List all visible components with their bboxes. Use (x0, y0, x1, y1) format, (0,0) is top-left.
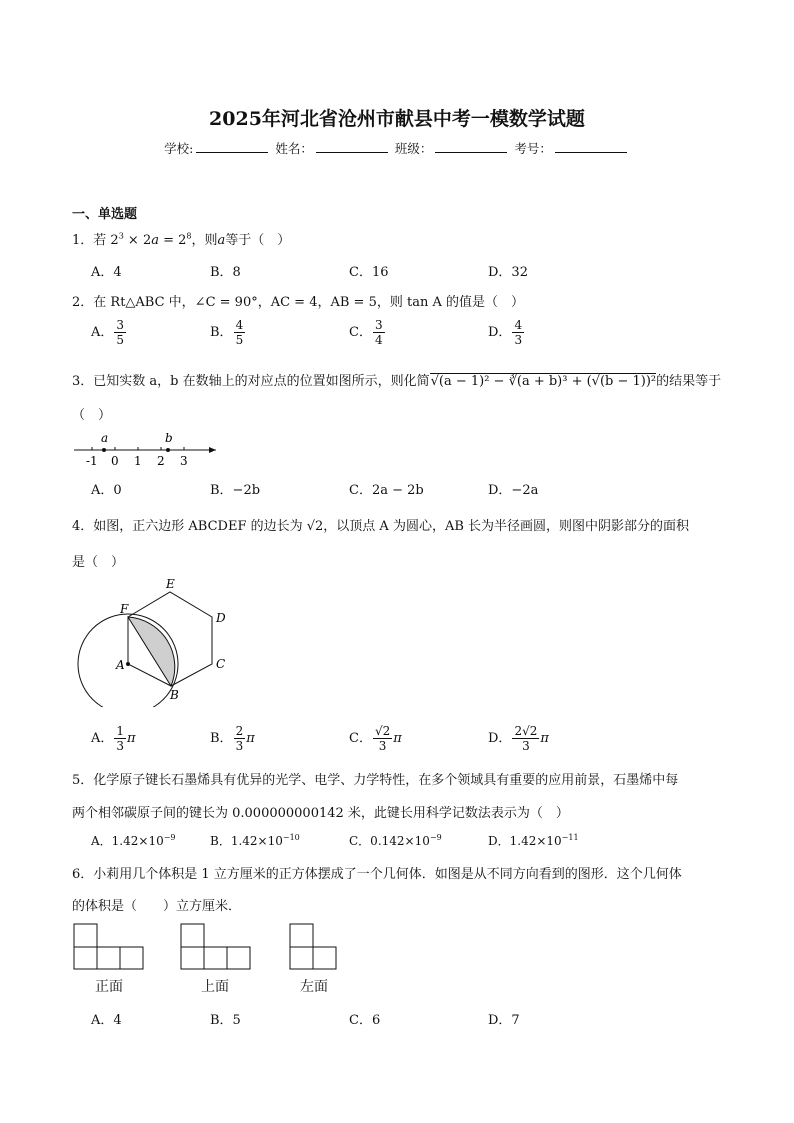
school-label: 学校: (164, 141, 194, 156)
center-a-dot (126, 662, 130, 666)
view-caption-left: 左面 (300, 979, 328, 995)
vertex-b-label: B (170, 688, 179, 702)
q1-option-c[interactable]: C．16 (349, 265, 389, 280)
question-2-stem: 2．在 Rt△ABC 中，∠C = 90°，AC = 4，AB = 5，则 tan A 的值是（ ） (72, 295, 524, 310)
page-title: 2025年河北省沧州市献县中考一模数学试题 (209, 108, 585, 130)
question-5-stem-line1: 5．化学原子键长石墨烯具有优异的光学、电学、力学特性，在多个领域具有重要的应用前景，石墨烯中每 (72, 773, 679, 788)
exam-no-label: 考号： (514, 141, 552, 156)
q1-option-b[interactable]: B．8 (210, 265, 241, 280)
question-6-stem-line2: 的体积是（ ）立方厘米． (72, 899, 242, 914)
number-line-figure (70, 428, 220, 468)
vertex-a-label: A (116, 658, 125, 672)
question-4-stem-line2: 是（ ） (72, 555, 125, 570)
vertex-e-label: E (166, 577, 175, 591)
q1-option-a[interactable]: A．4 (91, 265, 122, 280)
question-1-stem: 1．若 $2^3 \times 2a = 2^8$，则a等于（ ） (72, 231, 291, 248)
tick-label-1: 1 (134, 454, 142, 468)
number-line-arrow (209, 447, 216, 453)
class-blank[interactable] (435, 140, 507, 153)
q4-option-b[interactable]: B． $\frac{2}{3}$ π (210, 724, 255, 753)
tick-label-3: 3 (180, 454, 188, 468)
q3-option-a[interactable]: A．0 (91, 483, 122, 498)
point-a-label: a (101, 431, 109, 445)
hexagon-circle-figure (70, 572, 240, 707)
q6-option-b[interactable]: B．5 (210, 1013, 241, 1028)
q6-option-c[interactable]: C．6 (349, 1013, 381, 1028)
left-view (290, 924, 336, 969)
vertex-f-label: F (120, 602, 129, 616)
q2-option-a[interactable]: A． $\frac{3}{5}$ (91, 318, 125, 347)
q6-option-d[interactable]: D．7 (488, 1013, 520, 1028)
q3-option-d[interactable]: D．−2a (488, 483, 539, 498)
q6-option-a[interactable]: A．4 (91, 1013, 122, 1028)
school-blank[interactable] (196, 140, 268, 153)
q2-option-b[interactable]: B． $\frac{4}{5}$ (210, 318, 244, 347)
q5-option-c[interactable]: C．$0.142\times 10^{-9}$ (349, 833, 442, 848)
top-view (181, 924, 250, 969)
student-info-line (0, 139, 794, 157)
q1-option-d[interactable]: D．32 (488, 265, 528, 280)
section-heading: 一、单选题 (72, 207, 138, 222)
q5-option-d[interactable]: D．$1.42\times 10^{-11}$ (488, 833, 579, 848)
tick-label-0: 0 (111, 454, 119, 468)
q4-option-d[interactable]: D． $\frac{2√2}{3}$ π (488, 724, 549, 753)
q3-expression: √(a − 1)² − ∛(a + b)³ + (√(b − 1))² (430, 374, 657, 389)
front-view (74, 924, 143, 969)
vertex-c-label: C (216, 657, 226, 671)
q5-option-b[interactable]: B．$1.42\times 10^{-10}$ (210, 833, 300, 848)
vertex-d-label: D (216, 611, 226, 625)
tick-label-neg1: -1 (86, 454, 98, 468)
question-3-stem: 3．已知实数 a，b 在数轴上的对应点的位置如图所示，则化简√(a − 1)² − ∛(a + b)³ + (√(b − 1))²的结果等于 (72, 374, 722, 389)
point-b-dot (166, 448, 170, 452)
three-views-figure (72, 922, 342, 972)
q3-option-c[interactable]: C．2a − 2b (349, 483, 424, 498)
view-caption-front: 正面 (95, 979, 123, 995)
question-5-stem-line2: 两个相邻碳原子间的键长为 0.000000000142 米，此键长用科学记数法表示为（ ） (72, 806, 569, 821)
q5-option-a[interactable]: A．$1.42\times 10^{-9}$ (91, 833, 176, 848)
question-6-stem-line1: 6．小莉用几个体积是 1 立方厘米的正方体摆成了一个几何体．如图是从不同方向看到的图形．这个几何体 (72, 867, 682, 882)
point-b-label: b (165, 431, 173, 445)
question-3-paren: （ ） (72, 408, 112, 423)
class-label: 班级： (394, 141, 433, 156)
question-4-stem-line1: 4．如图，正六边形 ABCDEF 的边长为 √2，以顶点 A 为圆心，AB 长为半径画圆，则图中阴影部分的面积 (72, 519, 690, 534)
exam-no-blank[interactable] (555, 140, 627, 153)
q3-option-b[interactable]: B．−2b (210, 483, 261, 498)
q4-option-a[interactable]: A． $\frac{1}{3}$ π (91, 724, 136, 753)
q4-option-c[interactable]: C． $\frac{√2}{3}$ π (349, 724, 402, 753)
name-label: 姓名： (275, 141, 313, 156)
point-a-dot (102, 448, 106, 452)
name-blank[interactable] (316, 140, 388, 153)
tick-label-2: 2 (157, 454, 165, 468)
q2-option-c[interactable]: C． $\frac{3}{4}$ (349, 318, 383, 347)
q2-option-d[interactable]: D． $\frac{4}{3}$ (488, 318, 523, 347)
view-caption-top: 上面 (201, 979, 229, 995)
